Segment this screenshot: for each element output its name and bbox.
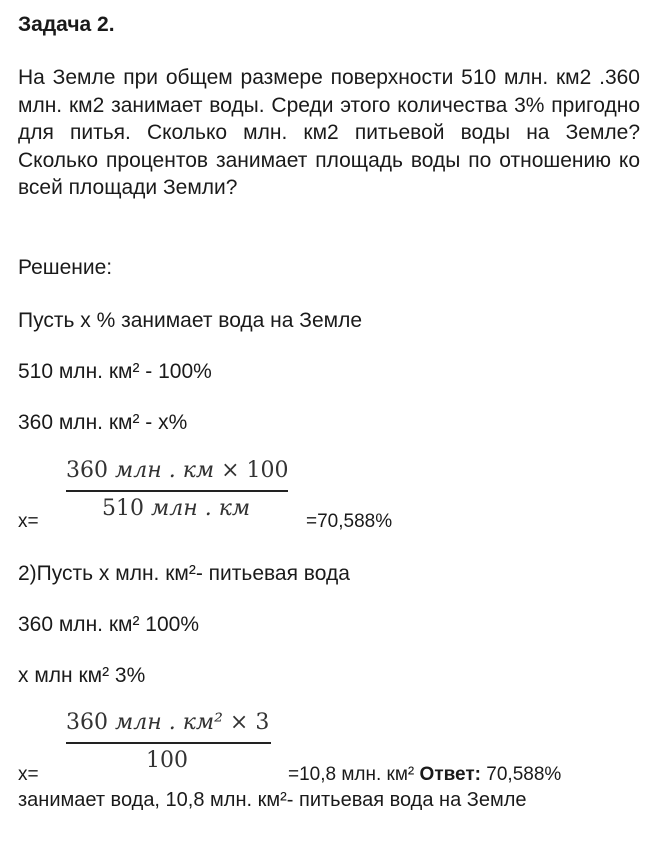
fraction-water-percent (66, 458, 296, 530)
task-title: Задача 2. (18, 13, 115, 36)
fraction2-bar (66, 742, 271, 744)
fraction-denominator: 510 млн . км (102, 496, 251, 521)
step2-row1: 360 млн. км² 100% (18, 613, 199, 636)
fraction2-denominator: 100 (146, 748, 188, 773)
step1-result: =70,588% (306, 511, 393, 532)
step1-let: Пусть х % занимает вода на Земле (18, 309, 363, 332)
fraction-bar (66, 490, 288, 492)
step2-result-line (288, 764, 561, 786)
answer-value: 70,588% (486, 764, 562, 785)
step1-row1: 510 млн. км² - 100% (18, 360, 212, 383)
fraction-drinking-water (66, 710, 286, 782)
step1-row2: 360 млн. км² - х% (18, 411, 188, 434)
fraction-numerator: 360 млн . км × 100 (66, 458, 289, 483)
step2-x-label: х= (18, 764, 39, 785)
step2-let: 2)Пусть х млн. км²- питьевая вода (18, 562, 350, 585)
answer-continuation: занимает вода, 10,8 млн. км²- питьевая вода на Земле (18, 789, 527, 811)
problem-statement: На Земле при общем размере поверхности 510 млн. км2 .360 млн. км2 занимает воды. Среди этого количества 3% пригодно для питья. Сколько млн. км2 питьевой воды на Земле? Сколько процентов занимает площадь воды по отношению ко всей площади Земли? (18, 66, 640, 200)
step1-x-label: х= (18, 511, 39, 532)
solution-heading: Решение: (18, 256, 113, 279)
answer-label: Ответ: (419, 764, 482, 785)
step2-row2: х млн км² 3% (18, 664, 146, 687)
fraction2-numerator: 360 млн . км² × 3 (66, 710, 270, 735)
step2-result: =10,8 млн. км² (288, 764, 415, 785)
